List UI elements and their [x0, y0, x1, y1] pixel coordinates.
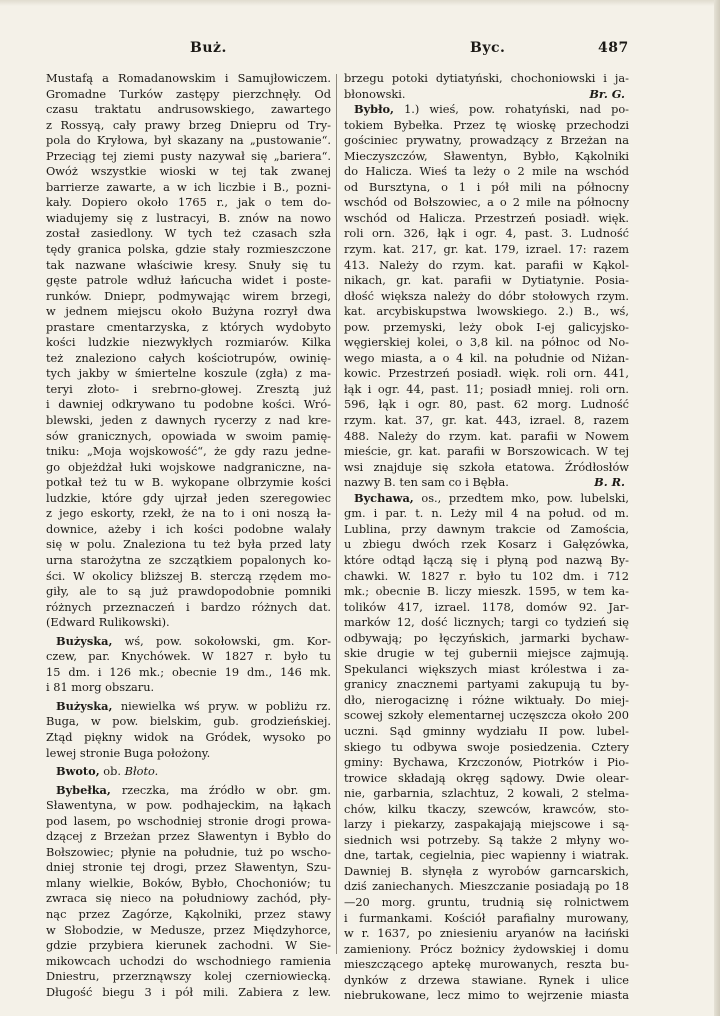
text-line [344, 755, 629, 771]
page-top-edge [0, 0, 720, 6]
line-text: urna starożytna ze szczątkiem popalonych ko- [46, 552, 331, 567]
text-line [46, 649, 331, 665]
text-line [344, 864, 629, 880]
line-text: wschód od Halicza. Przestrzeń posiadł. więk. [344, 210, 629, 225]
text-line [46, 491, 331, 507]
text-line [46, 258, 331, 274]
text-line [46, 891, 331, 907]
text-line [344, 895, 629, 911]
line-text: kat. arcybiskupstwa lwowskiego. 2.) B., wś, [344, 304, 629, 319]
line-text: z Rossyą, cały prawy brzeg Dniepru od Try- [46, 117, 331, 132]
text-line [46, 954, 331, 970]
line-text: giły, ale to są już prawdopodobnie pomniki [46, 584, 331, 599]
text-line [46, 569, 331, 585]
text-line [344, 833, 629, 849]
line-text: tolików 417, izrael. 1178, domów 92. Jar- [344, 599, 629, 614]
line-text: scowej szkoły elementarnej uczęszcza około 200 [344, 708, 629, 723]
line-text: gościniec prywatny, prowadzący z Brzeżan na [344, 133, 629, 148]
text-line [344, 646, 629, 662]
line-text: które odtąd łączą się i płyną pod nazwą By- [344, 552, 629, 567]
author-signature: Br. G. [589, 86, 625, 101]
text-line [46, 366, 331, 382]
entry-headword: Bychawa, [354, 490, 414, 505]
text-line [344, 584, 629, 600]
text-line [46, 680, 331, 696]
text-line [344, 942, 629, 958]
line-text: Gromadne Turków zastępy pierzchnęły. Od [46, 86, 331, 101]
text-line [46, 226, 331, 242]
text-line [46, 133, 331, 149]
text-line [344, 397, 629, 413]
line-text: Mustafą a Romadanowskim i Samujłowiczem. [46, 71, 331, 85]
line-text: ludzkie, które gdy ujrzał jeden szeregowiec [46, 490, 331, 505]
line-text: skiego tu odbywa swoje posiedzenia. Cztery [344, 739, 629, 754]
text-line [344, 615, 629, 631]
line-text: niebrukowane, lecz mimo to wejrzenie miasta [344, 988, 629, 1003]
text-line [46, 273, 331, 289]
text-line [344, 724, 629, 740]
entry-headword: Bwoto, [56, 764, 100, 779]
text-line [46, 164, 331, 180]
text-line [46, 845, 331, 861]
text-line [344, 911, 629, 927]
line-text: Długość biegu 3 i pół mili. Zabiera z lew. [46, 984, 331, 999]
text-line [46, 320, 331, 336]
line-text: mikowcach uchodzi do wschodniego ramienia [46, 953, 331, 968]
line-text: błonowski. [344, 86, 406, 101]
line-text: mlany wielkie, Boków, Bybło, Chochoniów; tu [46, 875, 331, 890]
line-text: czasu traktatu andrusowskiego, zawartego [46, 102, 331, 117]
text-line [344, 693, 629, 709]
line-text: 1.) wieś, pow. rohatyński, nad po- [394, 102, 629, 117]
line-text: gm. i par. t. n. Leży mil 4 na połud. od m. [344, 506, 629, 521]
text-line [46, 600, 331, 616]
line-text: mk.; obecnie B. liczy mieszk. 1595, w tem ka- [344, 584, 629, 599]
text-line [344, 600, 629, 616]
line-text: 15 dm. i 126 mk.; obecnie 19 dm., 146 mk. [46, 664, 331, 679]
line-text: od Bursztyna, o 1 i pół mili na północny [344, 179, 629, 194]
line-text: rzym. kat. 37, gr. kat. 443, izrael. 8, razem [344, 413, 629, 428]
line-text: pola do Kryłowa, był skazany na „pustowanie“. [46, 133, 331, 148]
line-text: 596, łąk i ogr. 80, past. 62 morg. Ludność [344, 397, 629, 412]
text-line [46, 876, 331, 892]
line-text: pod lasem, po wschodniej stronie drogi prowa- [46, 813, 331, 828]
line-text: w r. 1637, po zniesieniu aryanów na łaciński [344, 926, 629, 941]
line-text: czew, par. Knychówek. W 1827 r. było tu [46, 649, 331, 664]
line-text: tniku: „Moja wojskowość“, że gdy razu jedne- [46, 444, 331, 459]
line-text: uczni. Sąd gminny wydziału II pow. lubel- [344, 723, 629, 738]
entry-headword: Bybło, [354, 102, 394, 117]
author-signature: B. R. [594, 475, 625, 490]
text-line [344, 444, 629, 460]
line-text: nąc przez Zagórze, Kąkolniki, przez stawy [46, 906, 331, 921]
line-text: chawki. W. 1827 r. było tu 102 dm. i 712 [344, 568, 629, 583]
text-line [46, 351, 331, 367]
text-line [344, 740, 629, 756]
text-line [46, 413, 331, 429]
text-line [46, 699, 331, 715]
line-text: prastare cmentarzyska, z których wydobyto [46, 319, 331, 334]
text-line [46, 746, 331, 762]
line-text: skie drugie w tej gubernii miejsce zajmują. [344, 646, 629, 661]
line-text: i furmankami. Kościół parafialny murowany, [344, 910, 629, 925]
text-line [46, 938, 331, 954]
text-line [344, 289, 629, 305]
text-line [46, 382, 331, 398]
line-text: downice, ażeby i ich kości podobne walały [46, 521, 331, 536]
line-text: i 81 morg obszaru. [46, 680, 155, 695]
text-line [344, 475, 629, 491]
text-line [344, 87, 629, 103]
line-text: kości ludzkie niezwykłych rozmiarów. Kilka [46, 335, 331, 350]
text-line [344, 771, 629, 787]
text-line [46, 102, 331, 118]
line-text: w jednem miejscu około Bużyna rozrył dwa [46, 304, 331, 319]
line-text: gminy: Bychawa, Krzczonów, Piotrków i Pio- [344, 755, 629, 770]
text-line [344, 180, 629, 196]
text-line [46, 923, 331, 939]
line-text: Mieczyszczów, Sławentyn, Bybło, Kąkolniki [344, 148, 629, 163]
text-line [344, 817, 629, 833]
line-text: granicy znacznemi partyami zakupują tu by- [344, 677, 629, 692]
text-line [46, 814, 331, 830]
text-line [46, 304, 331, 320]
text-line [46, 798, 331, 814]
line-text: się w polu. Znaleziona tu też była przed laty [46, 537, 331, 552]
text-line [344, 195, 629, 211]
line-text: larzy i piekarzy, zaspakajają miejscowe i są- [344, 817, 629, 832]
line-text: nikach, gr. kat. parafii w Dytiatynie. Posia- [344, 273, 629, 288]
line-text: kały. Dopiero około 1765 r., jak o tem do- [46, 195, 331, 210]
line-text: siednich wsi potrzeby. Są także 2 młyny wo- [344, 832, 629, 847]
text-line [344, 304, 629, 320]
line-text: (Edward Rulikowski). [46, 615, 170, 630]
line-text: Owóż wszystkie wioski w tej tak zwanej [46, 164, 331, 179]
line-text: —20 morg. gruntu, trudnią się rolnictwem [344, 894, 629, 909]
line-text: trowice składają okręg sądowy. Dwie olear- [344, 770, 629, 785]
line-text: do Halicza. Wieś ta leży o 2 mile na wschód [344, 164, 629, 179]
text-line [344, 569, 629, 585]
line-text: Buga, w pow. bielskim, gub. grodzieńskiej. [46, 714, 331, 729]
text-line [344, 802, 629, 818]
line-text: dłość większa należy do dóbr stołowych rzym. [344, 288, 629, 303]
text-line [46, 429, 331, 445]
text-line [344, 273, 629, 289]
text-line [46, 180, 331, 196]
line-text: kowic. Przestrzeń posiadł. więk. roli orn. 441, [344, 366, 629, 381]
line-text: rzeczka, ma źródło w obr. gm. [110, 782, 331, 797]
text-line [46, 335, 331, 351]
text-line [46, 829, 331, 845]
text-line [344, 926, 629, 942]
line-text: tych jakby w śmiertelne koszule (zgła) z ma- [46, 366, 331, 381]
line-text: w Słobodzie, w Medusze, przez Międzyhorce, [46, 922, 331, 937]
line-text: dynków z drzewa stawiane. Rynek i ulice [344, 972, 629, 987]
text-line [344, 786, 629, 802]
line-text: i dawniej odkrywano tu podobne kości. Wró- [46, 397, 331, 412]
text-line [344, 988, 629, 1004]
text-line [46, 460, 331, 476]
text-line [344, 413, 629, 429]
text-line [344, 973, 629, 989]
text-line [46, 397, 331, 413]
line-text: tokiem Bybełka. Przez tę wioskę przechodzi [344, 117, 629, 132]
text-line [344, 677, 629, 693]
text-line [344, 879, 629, 895]
text-line [344, 258, 629, 274]
text-line [344, 382, 629, 398]
text-line [344, 366, 629, 382]
entry-headword: Bużyska, [56, 698, 113, 713]
line-text: lewej stronie Buga położony. [46, 745, 211, 760]
page-right-edge [714, 0, 720, 1016]
running-head-left: Buż. [190, 40, 227, 56]
line-text: z jego eskorty, rzekł, że na to i oni noszą ła- [46, 506, 331, 521]
line-text: roli orn. 326, łąk i ogr. 4, past. 3. Ludność [344, 226, 629, 241]
line-text: Ztąd piękny widok na Gródek, wysoko po [46, 729, 331, 744]
text-line [344, 351, 629, 367]
line-text: tak nazwane właściwie kresy. Snuły się tu [46, 257, 331, 272]
line-text: Sławentyna, w pow. podhajeckim, na łąkach [46, 798, 331, 813]
line-text: niewielka wś pryw. w pobliżu rz. [112, 698, 331, 713]
line-text: też znaleziono całych kościotrupów, owinię- [46, 350, 331, 365]
line-text: Spekulanci większych miast królestwa i za- [344, 661, 629, 676]
line-text: ści. W okolicy bliższej B. sterczą rzędem mo- [46, 568, 331, 583]
text-line [46, 665, 331, 681]
cross-reference: Błoto. [124, 764, 159, 779]
entry-headword: Bużyska, [56, 633, 113, 648]
text-line [46, 860, 331, 876]
text-line [344, 164, 629, 180]
line-text: ob. [99, 764, 125, 779]
text-line [46, 149, 331, 165]
text-line [46, 289, 331, 305]
text-line [344, 71, 629, 87]
line-text: teryi złoto- i srebrno-głowej. Zresztą już [46, 381, 331, 396]
text-line [46, 211, 331, 227]
line-text: 413. Należy do rzym. kat. parafii w Kąkol- [344, 257, 629, 272]
line-text: zwraca się nieco na południowy zachód, pły- [46, 891, 331, 906]
text-line [46, 87, 331, 103]
text-line [46, 730, 331, 746]
line-text: Bołszowiec; płynie na południe, tuż po wscho- [46, 844, 331, 859]
line-text: gęste patrole wdłuż łańcucha widet i poste- [46, 273, 331, 288]
line-text: odbywają; po łęczyńskich, jarmarki bychaw- [344, 630, 629, 645]
line-text: Przeciąg tej ziemi pusty nazywał się „bariera“. [46, 148, 331, 163]
line-text: dzącej z Brzeżan przez Sławentyn i Bybło do [46, 829, 331, 844]
line-text: marków 12, dość licznych; targi co tydzień się [344, 615, 629, 630]
line-text: nazwy B. ten sam co i Bębła. [344, 475, 509, 490]
text-line [46, 615, 331, 631]
line-text: go objeżdżał łuki wojskowe nadgraniczne, na- [46, 459, 331, 474]
text-line [46, 195, 331, 211]
line-text: u zbiegu dwóch rzek Kosarz i Gałęzówka, [344, 537, 629, 552]
line-text: blewski, jeden z dawnych rycerzy z nad kre- [46, 413, 331, 428]
text-line [46, 118, 331, 134]
text-line [344, 226, 629, 242]
text-line [344, 537, 629, 553]
line-text: tędy granica polska, gdzie stały rozmieszczone [46, 242, 331, 257]
text-line [46, 522, 331, 538]
line-text: pow. przemyski, leży obok I-ej galicyjsko- [344, 319, 629, 334]
text-line [344, 848, 629, 864]
right-column [344, 71, 629, 1004]
line-text: wsi znajduje się szkoła etatowa. Źródłosłów [344, 459, 629, 474]
text-line [344, 118, 629, 134]
column-divider [336, 74, 337, 954]
line-text: dziś zaniechanych. Mieszczanie posiadają po 18 [344, 879, 629, 894]
line-text: wiadujemy się z lustracyi, B. znów na nowo [46, 210, 331, 225]
line-text: gdzie przybiera kierunek zachodni. W Sie- [46, 938, 331, 953]
line-text: 488. Należy do rzym. kat. parafii w Nowem [344, 428, 629, 443]
text-line [46, 584, 331, 600]
line-text: potkał też tu w B. wykopane olbrzymie kości [46, 475, 331, 490]
text-line [344, 506, 629, 522]
text-line [46, 634, 331, 650]
line-text: różnych przeznaczeń i bardzo różnych dat. [46, 599, 331, 614]
line-text: mieszczącego aptekę murowanych, reszta bu- [344, 957, 629, 972]
line-text: sów granicznych, opowiada w swoim pamię- [46, 428, 331, 443]
line-text: dniej stronie tej drogi, przez Sławentyn, Szu- [46, 860, 331, 875]
line-text: barrierze zawarte, a w ich liczbie i B., pozni- [46, 179, 331, 194]
text-line [46, 553, 331, 569]
text-line [46, 506, 331, 522]
text-line [344, 211, 629, 227]
text-line [46, 969, 331, 985]
line-text: zamieniony. Prócz bożnicy żydowskiej i domu [344, 941, 629, 956]
text-line [344, 320, 629, 336]
text-line [46, 985, 331, 1001]
line-text: węgierskiej kolei, o 3,8 kil. na północ od No- [344, 335, 629, 350]
left-column [46, 71, 331, 1000]
text-line [46, 537, 331, 553]
running-head-right: Byc. [470, 40, 506, 56]
line-text: brzegu potoki dytiatyński, chochoniowski i ja- [344, 71, 629, 85]
text-line [344, 335, 629, 351]
text-line [46, 714, 331, 730]
text-line [46, 71, 331, 87]
text-line [344, 491, 629, 507]
text-line [344, 102, 629, 118]
text-line [46, 907, 331, 923]
line-text: os., przedtem mko, pow. lubelski, [413, 490, 629, 505]
line-text: wś, pow. sokołowski, gm. Kor- [112, 633, 331, 648]
text-line [46, 764, 331, 780]
text-line [344, 957, 629, 973]
page-number: 487 [598, 40, 629, 56]
text-line [46, 444, 331, 460]
text-line [344, 149, 629, 165]
line-text: wschód od Bołszowiec, a o 2 mile na północny [344, 195, 629, 210]
line-text: dło, nierogaciznę i różne wiktuały. Do miej- [344, 692, 629, 707]
line-text: Lublina, przy dawnym trakcie od Zamościa, [344, 521, 629, 536]
line-text: nie, garbarnia, szlachtuz, 2 kowali, 2 stelma- [344, 786, 629, 801]
entry-headword: Bybełka, [56, 782, 111, 797]
text-line [46, 242, 331, 258]
text-line [344, 708, 629, 724]
line-text: Dniestru, przerznąwszy kolej czerniowiecką. [46, 969, 331, 984]
text-line [344, 242, 629, 258]
line-text: runków. Dniepr, podmywając wirem brzegi, [46, 288, 331, 303]
text-line [344, 553, 629, 569]
line-text: został zasiedlony. W tych też czasach szła [46, 226, 331, 241]
line-text: chów, kilku tkaczy, szewców, krawców, sto- [344, 801, 629, 816]
text-line [46, 783, 331, 799]
text-line [344, 662, 629, 678]
line-text: łąk i ogr. 44, past. 11; posiadł mniej. roli orn. [344, 381, 629, 396]
text-line [344, 522, 629, 538]
text-line [344, 460, 629, 476]
line-text: dne, tartak, cegielnia, piec wapienny i wiatrak. [344, 848, 629, 863]
text-line [344, 133, 629, 149]
line-text: mieście, gr. kat. parafii w Borszowicach. W tej [344, 444, 629, 459]
text-line [46, 475, 331, 491]
text-line [344, 429, 629, 445]
line-text: rzym. kat. 217, gr. kat. 179, izrael. 17: razem [344, 242, 629, 257]
line-text: Dawniej B. słynęła z wyrobów garncarskich, [344, 863, 629, 878]
line-text: wego miasta, a o 4 kil. na południe od Niżan- [344, 350, 629, 365]
text-line [344, 631, 629, 647]
